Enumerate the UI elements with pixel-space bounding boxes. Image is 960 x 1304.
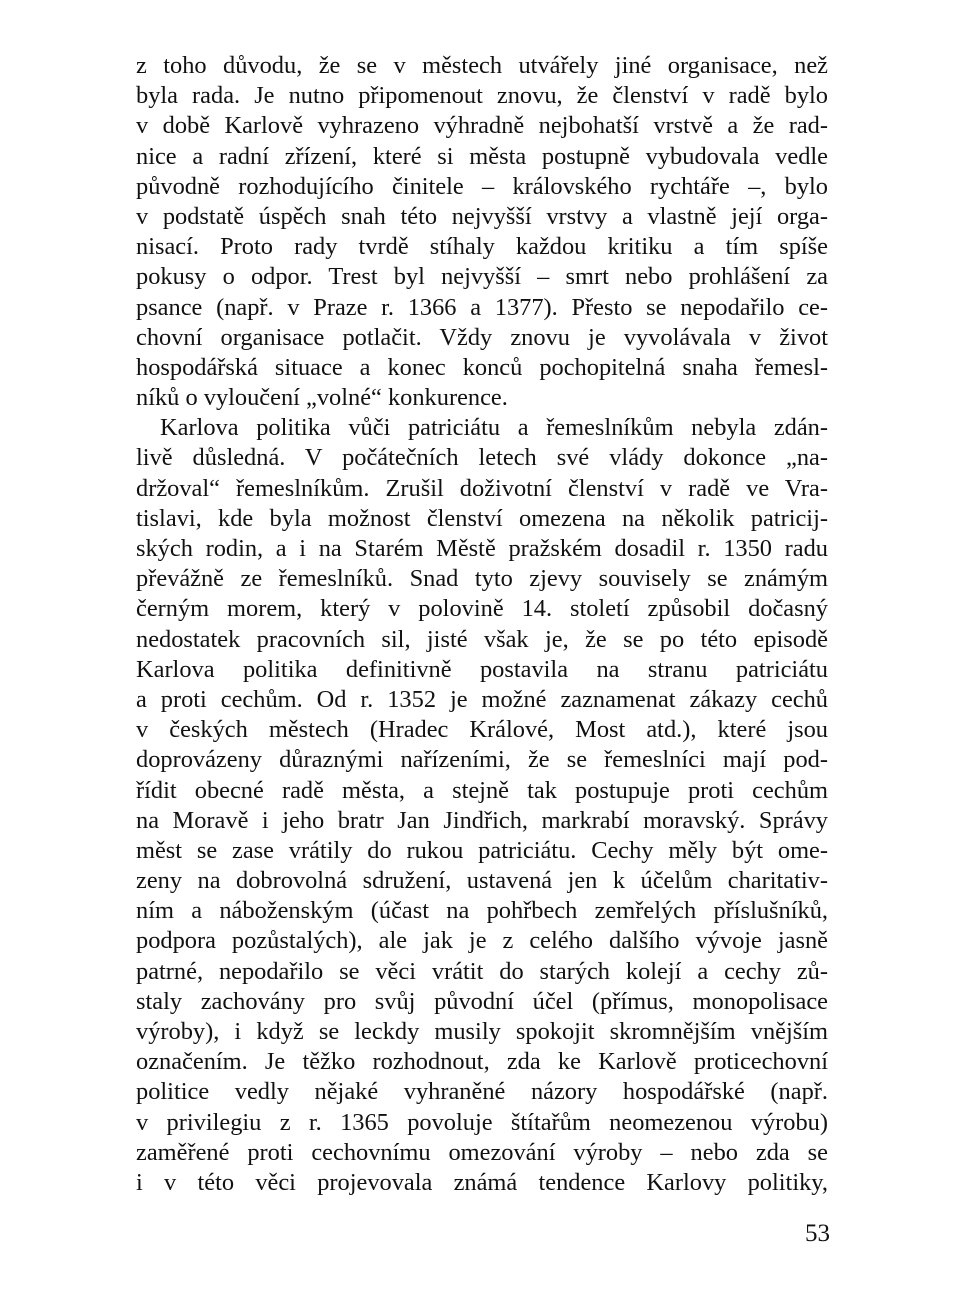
text-line: hospodářská situace a konec konců pochopitelná snaha řemesl- (136, 353, 828, 381)
text-line: původně rozhodujícího činitele – královského rychtáře –, bylo (136, 172, 828, 200)
text-line: měst se zase vrátily do rukou patriciátu. Cechy měly být ome- (136, 836, 828, 864)
text-line: staly zachovány pro svůj původní účel (přímus, monopolisace (136, 987, 828, 1015)
text-line: Karlova politika definitivně postavila na stranu patriciátu (136, 655, 828, 683)
text-line: patrné, nepodařilo se věci vrátit do starých kolejí a cechy zů- (136, 957, 828, 985)
text-line: z toho důvodu, že se v městech utvářely jiné organisace, než (136, 52, 828, 79)
text-line: nice a radní zřízení, které si města postupně vybudovala vedle (136, 142, 828, 170)
text-line: v českých městech (Hradec Králové, Most atd.), které jsou (136, 716, 828, 744)
text-line: černým morem, který v polovině 14. století způsobil dočasný (136, 595, 828, 623)
text-line: i v této věci projevovala známá tendence Karlovy politiky, (136, 1168, 828, 1196)
text-line: v privilegiu z r. 1365 povoluje štítařům neomezenou výrobu) (136, 1108, 828, 1136)
text-line: výroby), i když se leckdy musily spokojit skromnějším vnějším (136, 1018, 828, 1045)
text-line: doprovázeny důraznými nařízeními, že se řemeslníci mají pod- (136, 746, 828, 774)
text-line: livě důsledná. V počátečních letech své vlády dokonce „na- (136, 444, 828, 472)
text-line: v době Karlově vyhrazeno výhradně nejbohatší vrstvě a že rad- (136, 112, 828, 140)
text-line: označením. Je těžko rozhodnout, zda ke Karlově proticechovní (136, 1048, 828, 1076)
text-line: tislavi, kde byla možnost členství omezena na několik patricij- (136, 504, 828, 532)
text-line: pokusy o odpor. Trest byl nejvyšší – smrt nebo prohlášení za (136, 263, 828, 291)
text-line: převážně ze řemeslníků. Snad tyto zjevy souvisely se známým (136, 565, 828, 593)
text-line: politice vedly nějaké vyhraněné názory hospodářské (např. (136, 1078, 828, 1106)
text-line: nedostatek pracovních sil, jisté však je, že se po této episodě (136, 625, 828, 653)
text-line: níků o vyloučení „volné“ konkurence. (136, 384, 508, 412)
text-line: řídit obecné radě města, a stejně tak postupuje proti cechům (136, 776, 828, 804)
text-line: ním a náboženským (účast na pohřbech zemřelých příslušníků, (136, 897, 828, 925)
page-number: 53 (805, 1220, 830, 1247)
text-line: zaměřené proti cechovnímu omezování výroby – nebo zda se (136, 1138, 828, 1166)
text-line: a proti cechům. Od r. 1352 je možné zaznamenat zákazy cechů (136, 685, 828, 713)
text-line: chovní organisace potlačit. Vždy znovu je vyvolávala v život (136, 323, 828, 351)
text-line: nisací. Proto rady tvrdě stíhaly každou kritiku a tím spíše (136, 233, 828, 261)
text-line: podpora pozůstalých), ale jak je z celého dalšího vývoje jasně (136, 927, 828, 955)
text-line: Karlova politika vůči patriciátu a řemeslníkům nebyla zdán- (160, 414, 828, 442)
text-line: na Moravě i jeho bratr Jan Jindřich, markrabí moravský. Správy (136, 806, 828, 834)
text-line: byla rada. Je nutno připomenout znovu, že členství v radě bylo (136, 82, 828, 110)
page-text-block (136, 51, 828, 1198)
text-line: zeny na dobrovolná sdružení, ustavená jen k účelům charitativ- (136, 867, 828, 895)
text-line: psance (např. v Praze r. 1366 a 1377). Přesto se nepodařilo ce- (136, 293, 828, 321)
text-line: v podstatě úspěch snah této nejvyšší vrstvy a vlastně její orga- (136, 202, 828, 230)
text-line: ských rodin, a i na Starém Městě pražském dosadil r. 1350 radu (136, 535, 828, 562)
text-line: držoval“ řemeslníkům. Zrušil doživotní členství v radě ve Vra- (136, 474, 828, 502)
